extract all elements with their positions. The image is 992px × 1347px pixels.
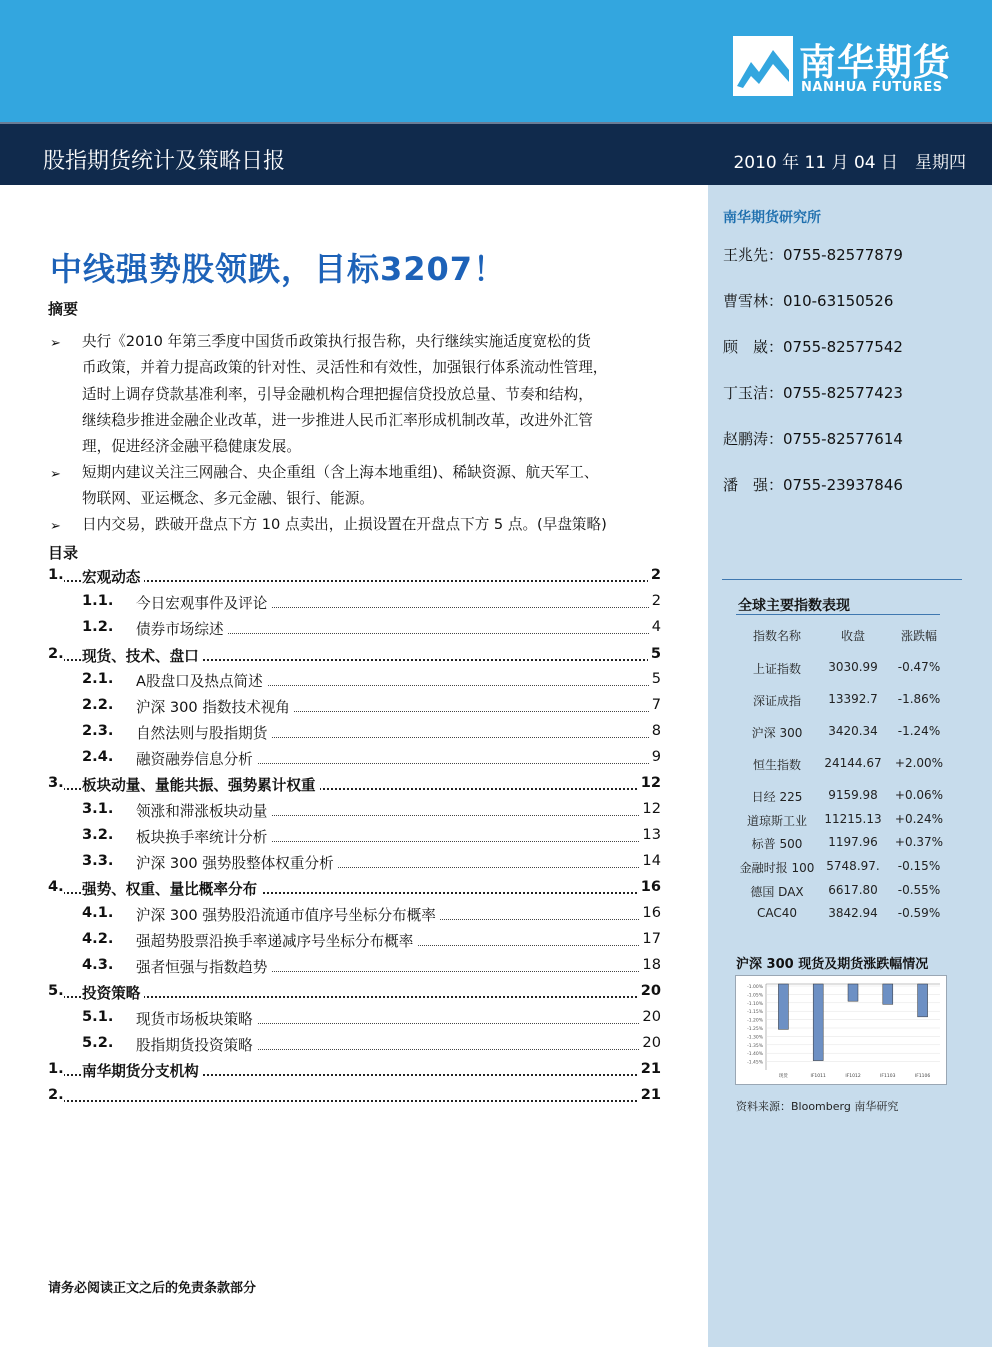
index-name: 恒生指数	[752, 758, 801, 772]
toc-page-number: 16	[638, 878, 661, 895]
bullet-line: 币政策，并着力提高政策的针对性、灵活性和有效性，加强银行体系流动性管理，	[82, 359, 608, 377]
contact-item: 曹雪林：010-63150526	[723, 292, 894, 310]
bullet-line: 日内交易，跌破开盘点下方 10 点卖出，止损设置在开盘点下方 5 点。(早盘策略)	[82, 516, 607, 533]
chart-bar	[883, 984, 893, 1004]
toc-entry[interactable]	[48, 696, 661, 716]
chart-y-tick-label: -1.45%	[747, 1060, 763, 1066]
brand-name-cn: 南华期货	[799, 41, 951, 84]
toc-title: 板块动量、量能共振、强势累计权重	[82, 774, 320, 795]
chart-y-tick-label: -1.30%	[747, 1035, 763, 1041]
index-close: 5748.97.	[826, 859, 880, 873]
index-title-underline	[736, 614, 940, 615]
toc-entry[interactable]	[48, 774, 661, 794]
bullet-line: 物联网、亚运概念、多元金融、银行、能源。	[82, 490, 374, 508]
index-change: -0.55%	[897, 883, 941, 897]
toc-page-number: 21	[638, 1086, 661, 1103]
toc-title: 沪深 300 指数技术视角	[136, 696, 294, 717]
toc-page-number: 16	[639, 904, 661, 921]
summary-bullet-3	[82, 512, 607, 538]
index-close: 3030.99	[828, 660, 878, 674]
contact-item: 丁玉洁：0755-82577423	[723, 384, 903, 402]
chart-area	[735, 975, 947, 1085]
summary-heading: 摘要	[48, 300, 79, 318]
toc-entry[interactable]	[48, 1086, 661, 1106]
toc-number: 2.	[48, 1086, 64, 1103]
bullet-arrow-icon: ➢	[50, 519, 61, 534]
index-change: +0.37%	[894, 835, 944, 849]
index-col-name: 指数名称	[752, 629, 801, 643]
toc-page-number: 13	[639, 826, 661, 843]
bullet-line: 央行《2010 年第三季度中国货币政策执行报告称，央行继续实施适度宽松的货	[82, 333, 591, 350]
toc-title: 宏观动态	[82, 566, 144, 587]
toc-entry[interactable]	[48, 670, 661, 690]
sidebar-divider	[722, 579, 962, 580]
chart-x-tick-label: IF1106	[914, 1074, 931, 1079]
toc-number: 1.2.	[82, 618, 114, 635]
toc-number: 2.4.	[82, 748, 114, 765]
toc-title: 强超势股票沿换手率递减序号坐标分布概率	[136, 930, 417, 951]
toc-entry[interactable]	[48, 826, 661, 846]
chart-x-tick-label: IF1103	[880, 1074, 896, 1079]
toc-page-number: 5	[649, 670, 661, 687]
toc-number: 1.	[48, 566, 64, 583]
chart-bar	[813, 984, 823, 1061]
chart-x-tick-label: 现货	[778, 1074, 788, 1079]
index-change: -1.24%	[897, 724, 941, 738]
contact-item: 潘 强：0755-23937846	[723, 476, 903, 494]
toc-number: 5.1.	[82, 1008, 114, 1025]
chart-bar	[848, 984, 858, 1001]
index-close: 11215.13	[824, 812, 882, 826]
footer-disclaimer: 请务必阅读正文之后的免责条款部分	[48, 1281, 257, 1296]
chart-bar	[918, 984, 928, 1017]
bullet-line: 理，促进经济金融平稳健康发展。	[82, 438, 301, 456]
toc-number: 1.	[48, 1060, 64, 1077]
index-name: 深证成指	[752, 694, 801, 708]
index-name: 道琼斯工业	[746, 814, 807, 828]
toc-entry[interactable]	[48, 878, 661, 898]
toc-title: 领涨和滞涨板块动量	[136, 800, 271, 821]
toc-title: 自然法则与股指期货	[136, 722, 271, 743]
toc-number: 5.2.	[82, 1034, 114, 1051]
toc-entry[interactable]	[48, 800, 661, 820]
chart-title: 沪深 300 现货及期货涨跌幅情况	[736, 957, 929, 972]
chart-x-tick-label: IF1012	[845, 1074, 861, 1079]
toc-entry[interactable]	[48, 592, 661, 612]
index-change: +0.24%	[894, 812, 944, 826]
index-col-close: 收盘	[840, 629, 865, 643]
toc-page-number: 2	[649, 592, 661, 609]
toc-number: 2.	[48, 645, 64, 662]
index-name: 德国 DAX	[750, 885, 804, 899]
toc-title: 现货市场板块策略	[136, 1008, 257, 1029]
toc-entry[interactable]	[48, 982, 661, 1002]
toc-title: 投资策略	[82, 982, 144, 1003]
bullet-line: 适时上调存贷款基准利率，引导金融机构合理把握信贷投放总量、节奏和结构，	[82, 385, 593, 403]
toc-number: 3.3.	[82, 852, 114, 869]
toc-title: 沪深 300 强势股整体权重分析	[136, 852, 338, 873]
toc-number: 5.	[48, 982, 64, 999]
index-change: -0.15%	[897, 859, 941, 873]
index-name: 标普 500	[751, 837, 803, 851]
chart-y-tick-label: -1.20%	[747, 1018, 763, 1024]
toc-page-number: 5	[648, 645, 661, 662]
toc-page-number: 7	[649, 696, 661, 713]
toc-entry[interactable]	[48, 1034, 661, 1054]
index-name: 金融时报 100	[739, 861, 815, 875]
brand-logo	[733, 34, 973, 100]
toc-number: 2.3.	[82, 722, 114, 739]
bullet-line: 继续稳步推进金融企业改革，进一步推进人民币汇率形成机制改革，改进外汇管	[82, 411, 593, 429]
contact-item: 王兆先：0755-82577879	[723, 246, 903, 264]
toc-number: 4.2.	[82, 930, 114, 947]
toc-number: 2.2.	[82, 696, 114, 713]
toc-entry[interactable]	[48, 748, 661, 768]
toc-number: 4.3.	[82, 956, 114, 973]
toc-number: 1.1.	[82, 592, 114, 609]
toc-leader-dots	[60, 1100, 661, 1102]
toc-page-number: 20	[639, 1034, 661, 1051]
toc-page-number: 20	[638, 982, 661, 999]
index-table-title: 全球主要指数表现	[738, 598, 850, 614]
index-close: 13392.7	[828, 692, 878, 706]
bullet-line: 短期内建议关注三网融合、央企重组（含上海本地重组)、稀缺资源、航天军工、	[82, 464, 599, 481]
toc-entry[interactable]	[48, 722, 661, 742]
toc-page-number: 14	[639, 852, 661, 869]
toc-number: 4.	[48, 878, 64, 895]
toc-title: 板块换手率统计分析	[136, 826, 271, 847]
contact-item: 赵鹏涛：0755-82577614	[723, 430, 903, 448]
toc-title: A股盘口及热点简述	[136, 670, 267, 691]
chart-y-tick-label: -1.15%	[747, 1010, 763, 1016]
chart-y-tick-label: -1.10%	[747, 1001, 763, 1007]
toc-title: 股指期货投资策略	[136, 1034, 257, 1055]
toc-entry[interactable]	[48, 1060, 661, 1080]
chart-x-tick-label: IF1011	[810, 1074, 826, 1079]
toc-entry[interactable]	[48, 1008, 661, 1028]
toc-number: 3.	[48, 774, 64, 791]
chart-bar	[778, 984, 788, 1029]
toc-title: 强势、权重、量比概率分布	[82, 878, 261, 899]
toc-title: 沪深 300 强势股沿流通市值序号坐标分布概率	[136, 904, 440, 925]
toc-title: 融资融券信息分析	[136, 748, 257, 769]
toc-page-number: 20	[639, 1008, 661, 1025]
toc-entry[interactable]	[48, 618, 661, 638]
toc-number: 3.2.	[82, 826, 114, 843]
bar-chart	[736, 976, 946, 1084]
toc-entry[interactable]	[48, 904, 661, 924]
chart-y-tick-label: -1.05%	[747, 993, 763, 999]
summary-bullet-2	[82, 460, 598, 513]
index-change: +2.00%	[894, 756, 944, 770]
toc-page-number: 18	[639, 956, 661, 973]
index-change: -0.47%	[897, 660, 941, 674]
chart-y-tick-label: -1.35%	[747, 1043, 763, 1049]
toc-page-number: 4	[649, 618, 661, 635]
toc-number: 3.1.	[82, 800, 114, 817]
chart-y-tick-label: -1.25%	[747, 1027, 763, 1032]
index-name: 上证指数	[752, 662, 801, 676]
toc-page-number: 12	[639, 800, 661, 817]
report-title: 股指期货统计及策略日报	[43, 149, 286, 174]
toc-number: 2.1.	[82, 670, 114, 687]
institute-name: 南华期货研究所	[723, 210, 821, 226]
headline: 中线强势股领跌，目标3207！	[50, 250, 507, 288]
bullet-arrow-icon: ➢	[50, 336, 61, 351]
index-name: 日经 225	[751, 790, 803, 804]
index-name: 沪深 300	[751, 726, 803, 740]
toc-entry[interactable]	[48, 852, 661, 872]
toc-page-number: 12	[638, 774, 661, 791]
index-close: 6617.80	[828, 883, 878, 897]
toc-entry[interactable]	[48, 930, 661, 950]
index-change: +0.06%	[894, 788, 944, 802]
logo-mark-icon	[733, 36, 793, 96]
toc-title: 强者恒强与指数趋势	[136, 956, 271, 977]
index-close: 24144.67	[824, 756, 882, 770]
title-bar	[0, 122, 992, 185]
index-name: CAC40	[756, 906, 798, 920]
contact-item: 顾 崴：0755-82577542	[723, 338, 903, 356]
brand-name-en: NANHUA FUTURES	[801, 80, 943, 95]
toc-page-number: 8	[649, 722, 661, 739]
chart-y-tick-label: -1.00%	[747, 985, 763, 990]
toc-title: 今日宏观事件及评论	[136, 592, 271, 613]
source-note: 资料来源：Bloomberg 南华研究	[736, 1100, 899, 1113]
toc-entry[interactable]	[48, 645, 661, 665]
index-change: -1.86%	[897, 692, 941, 706]
toc-title: 债券市场综述	[136, 618, 228, 639]
toc-entry[interactable]	[48, 956, 661, 976]
bullet-arrow-icon: ➢	[50, 467, 61, 482]
summary-bullet-1	[82, 329, 607, 460]
toc-number: 4.1.	[82, 904, 114, 921]
index-col-change: 涨跌幅	[900, 629, 937, 643]
index-close: 9159.98	[828, 788, 878, 802]
report-date: 2010 年 11 月 04 日 星期四	[733, 153, 966, 173]
toc-title: 南华期货分支机构	[82, 1060, 203, 1081]
index-close: 3420.34	[828, 724, 878, 738]
toc-page-number: 21	[638, 1060, 661, 1077]
toc-page-number: 17	[639, 930, 661, 947]
toc-heading: 目录	[48, 544, 79, 562]
toc-entry[interactable]	[48, 566, 661, 586]
index-change: -0.59%	[897, 906, 941, 920]
toc-page-number: 2	[648, 566, 661, 583]
toc-title: 现货、技术、盘口	[82, 645, 203, 666]
index-close: 3842.94	[828, 906, 878, 920]
index-close: 1197.96	[828, 835, 878, 849]
chart-y-tick-label: -1.40%	[747, 1052, 763, 1058]
toc-page-number: 9	[649, 748, 661, 765]
